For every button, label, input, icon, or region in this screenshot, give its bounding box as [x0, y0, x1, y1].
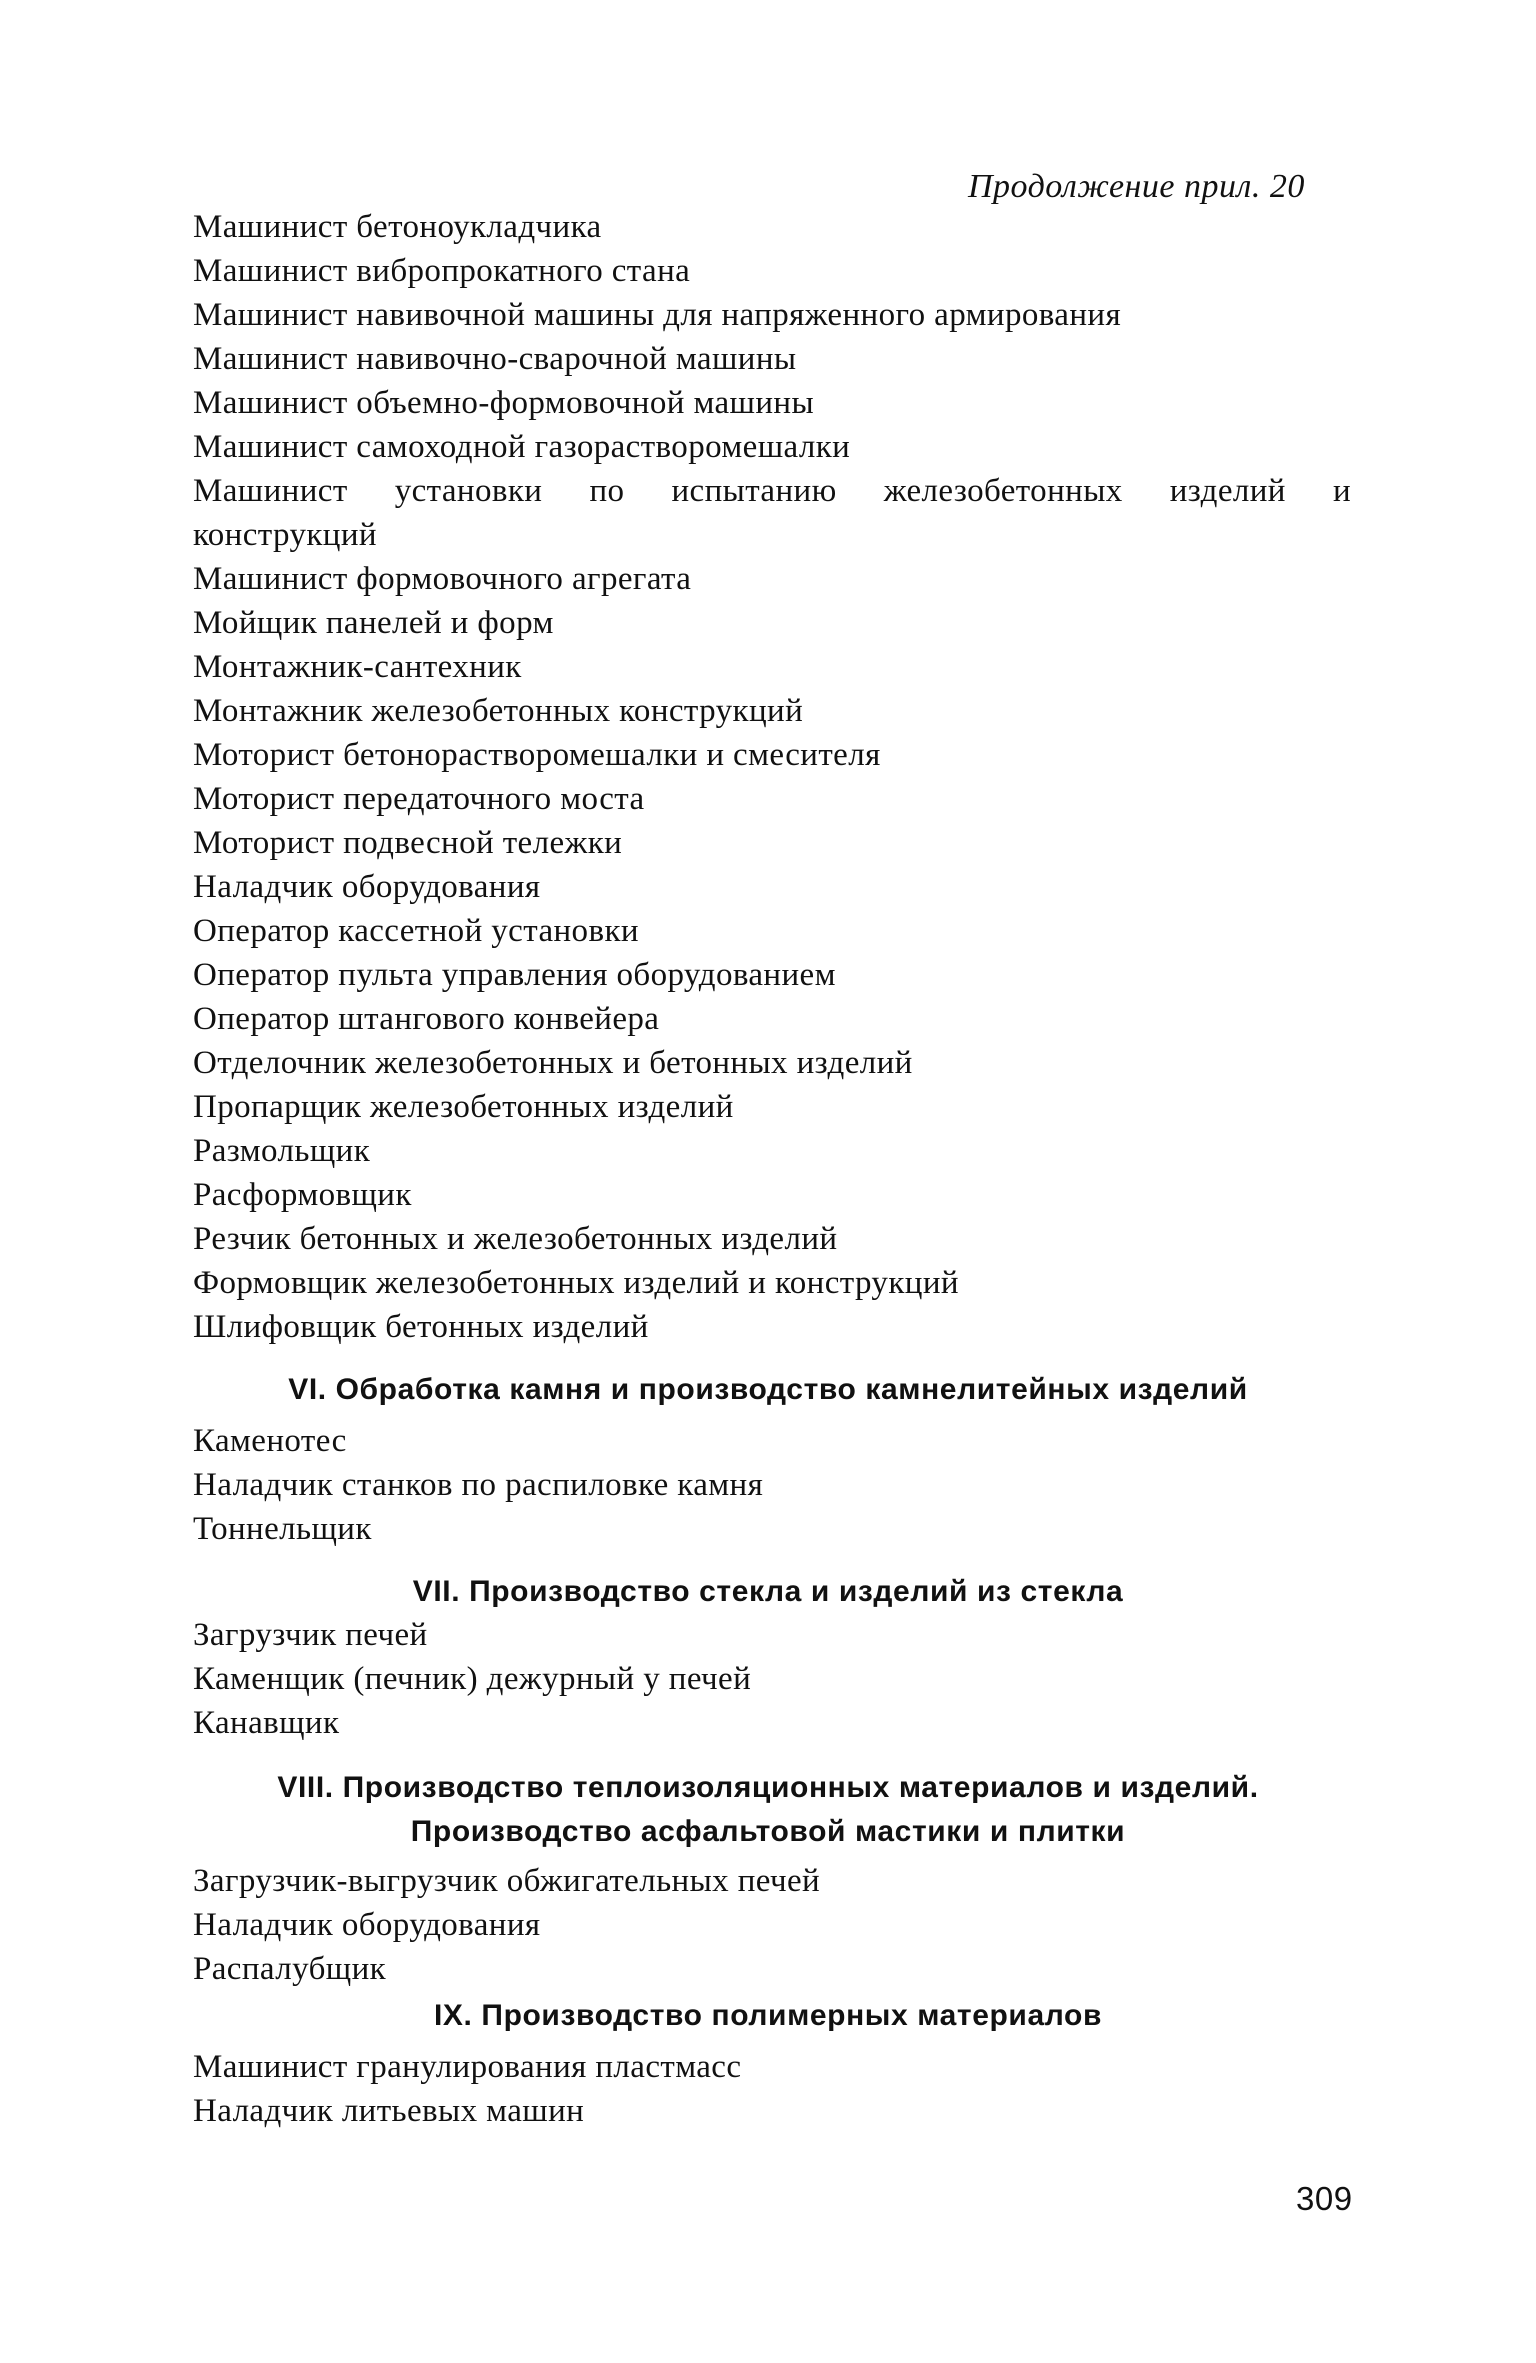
- list-item: Расформовщик: [193, 1177, 412, 1213]
- section-heading-viii: VIII. Производство теплоизоляционных материалов и изделий.: [277, 1771, 1259, 1804]
- list-item: Оператор кассетной установки: [193, 913, 639, 949]
- list-item: Загрузчик печей: [193, 1617, 428, 1653]
- list-item: Машинист бетоноукладчика: [193, 209, 602, 245]
- list-item: Каменотес: [193, 1423, 347, 1459]
- list-item: Моторист подвесной тележки: [193, 825, 623, 861]
- list-item: Наладчик оборудования: [193, 869, 541, 905]
- list-item: Оператор штангового конвейера: [193, 1001, 660, 1037]
- list-item: Наладчик оборудования: [193, 1907, 541, 1943]
- list-item: Каменщик (печник) дежурный у печей: [193, 1661, 752, 1697]
- list-item: Машинист гранулирования пластмасс: [193, 2049, 742, 2085]
- list-item: Загрузчик-выгрузчик обжигательных печей: [193, 1863, 821, 1899]
- list-item: Машинист формовочного агрегата: [193, 561, 692, 597]
- list-item: Машинист объемно-формовочной машины: [193, 385, 815, 421]
- list-item: Оператор пульта управления оборудованием: [193, 957, 836, 993]
- list-item: Пропарщик железобетонных изделий: [193, 1089, 734, 1125]
- list-item: Мойщик панелей и форм: [193, 605, 554, 641]
- list-item: Моторист передаточного моста: [193, 781, 645, 817]
- list-item: Наладчик литьевых машин: [193, 2093, 585, 2129]
- list-item: Размольщик: [193, 1133, 371, 1169]
- list-item: Машинист навивочной машины для напряженного армирования: [193, 297, 1122, 333]
- list-item: Монтажник-сантехник: [193, 649, 522, 685]
- list-item: Машинист вибропрокатного стана: [193, 253, 691, 289]
- list-item: Моторист бетонорастворомешалки и смесителя: [193, 737, 881, 773]
- list-item: Формовщик железобетонных изделий и конструкций: [193, 1265, 959, 1301]
- list-item: Распалубщик: [193, 1951, 387, 1987]
- list-item: Шлифовщик бетонных изделий: [193, 1309, 649, 1345]
- section-heading-vii: VII. Производство стекла и изделий из стекла: [412, 1575, 1124, 1608]
- section-heading-ix: IX. Производство полимерных материалов: [434, 1999, 1102, 2032]
- list-item: Канавщик: [193, 1705, 340, 1741]
- list-item: Машинист навивочно-сварочной машины: [193, 341, 797, 377]
- page-number: 309: [1296, 2180, 1353, 2217]
- list-item: Машинист установки по испытанию железобетонных изделий и: [193, 473, 1351, 509]
- list-item-continuation: конструкций: [193, 517, 377, 553]
- section-heading-vi: VI. Обработка камня и производство камнелитейных изделий: [288, 1373, 1248, 1406]
- list-item: Тоннельщик: [193, 1511, 372, 1547]
- list-item: Монтажник железобетонных конструкций: [193, 693, 804, 729]
- continuation-header: Продолжение прил. 20: [968, 168, 1305, 205]
- list-item: Машинист самоходной газорастворомешалки: [193, 429, 851, 465]
- list-item: Отделочник железобетонных и бетонных изделий: [193, 1045, 913, 1081]
- list-item: Резчик бетонных и железобетонных изделий: [193, 1221, 838, 1257]
- list-item: Наладчик станков по распиловке камня: [193, 1467, 764, 1503]
- section-subheading-viii: Производство асфальтовой мастики и плитки: [410, 1815, 1126, 1848]
